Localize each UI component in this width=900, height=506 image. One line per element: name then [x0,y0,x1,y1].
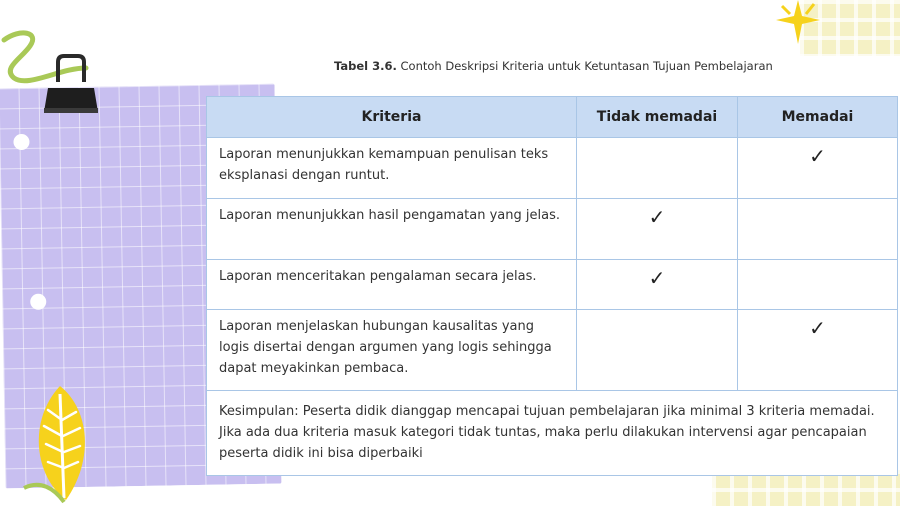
table-caption-text: Contoh Deskripsi Kriteria untuk Ketuntasan Tujuan Pembelajaran [400,59,773,73]
table-caption-number: Tabel 3.6. [334,59,397,73]
header-tidak-memadai: Tidak memadai [577,97,738,138]
check-icon-memadai [737,199,897,260]
notepad-hole [30,294,46,310]
check-icon-tidak-memadai [577,310,738,391]
check-icon-memadai [737,260,897,310]
criterion-cell: Laporan menceritakan pengalaman secara jelas. [207,260,577,310]
criterion-cell: Laporan menunjukkan kemampuan penulisan teks eksplanasi dengan runtut. [207,138,577,199]
leaf-icon [20,380,100,506]
criterion-cell: Laporan menunjukkan hasil pengamatan yang jelas. [207,199,577,260]
table-row [207,138,898,199]
check-icon-tidak-memadai: ✓ [577,260,738,310]
table-row [207,310,898,391]
conclusion-text: Kesimpulan: Peserta didik dianggap mencapai tujuan pembelajaran jika minimal 3 kriteria memadai. Jika ada dua kriteria masuk kategori tidak tuntas, maka perlu dilakukan intervensi agar pencapaian peserta didik ini bisa diperbaiki [207,391,898,476]
criteria-table [206,96,898,476]
header-memadai: Memadai [737,97,897,138]
sparkle-icon [768,0,824,46]
check-icon-memadai: ✓ [737,310,897,391]
table-row [207,260,898,310]
table-caption [334,59,773,73]
check-icon-memadai: ✓ [737,138,897,199]
conclusion-row [207,391,898,476]
notepad-hole [13,134,29,150]
check-icon-tidak-memadai: ✓ [577,199,738,260]
table-row [207,199,898,260]
check-icon-tidak-memadai [577,138,738,199]
header-kriteria: Kriteria [207,97,577,138]
binder-clip-icon [40,54,102,116]
criterion-cell: Laporan menjelaskan hubungan kausalitas yang logis disertai dengan argumen yang logis sehingga dapat meyakinkan pembaca. [207,310,577,391]
table-header-row [207,97,898,138]
